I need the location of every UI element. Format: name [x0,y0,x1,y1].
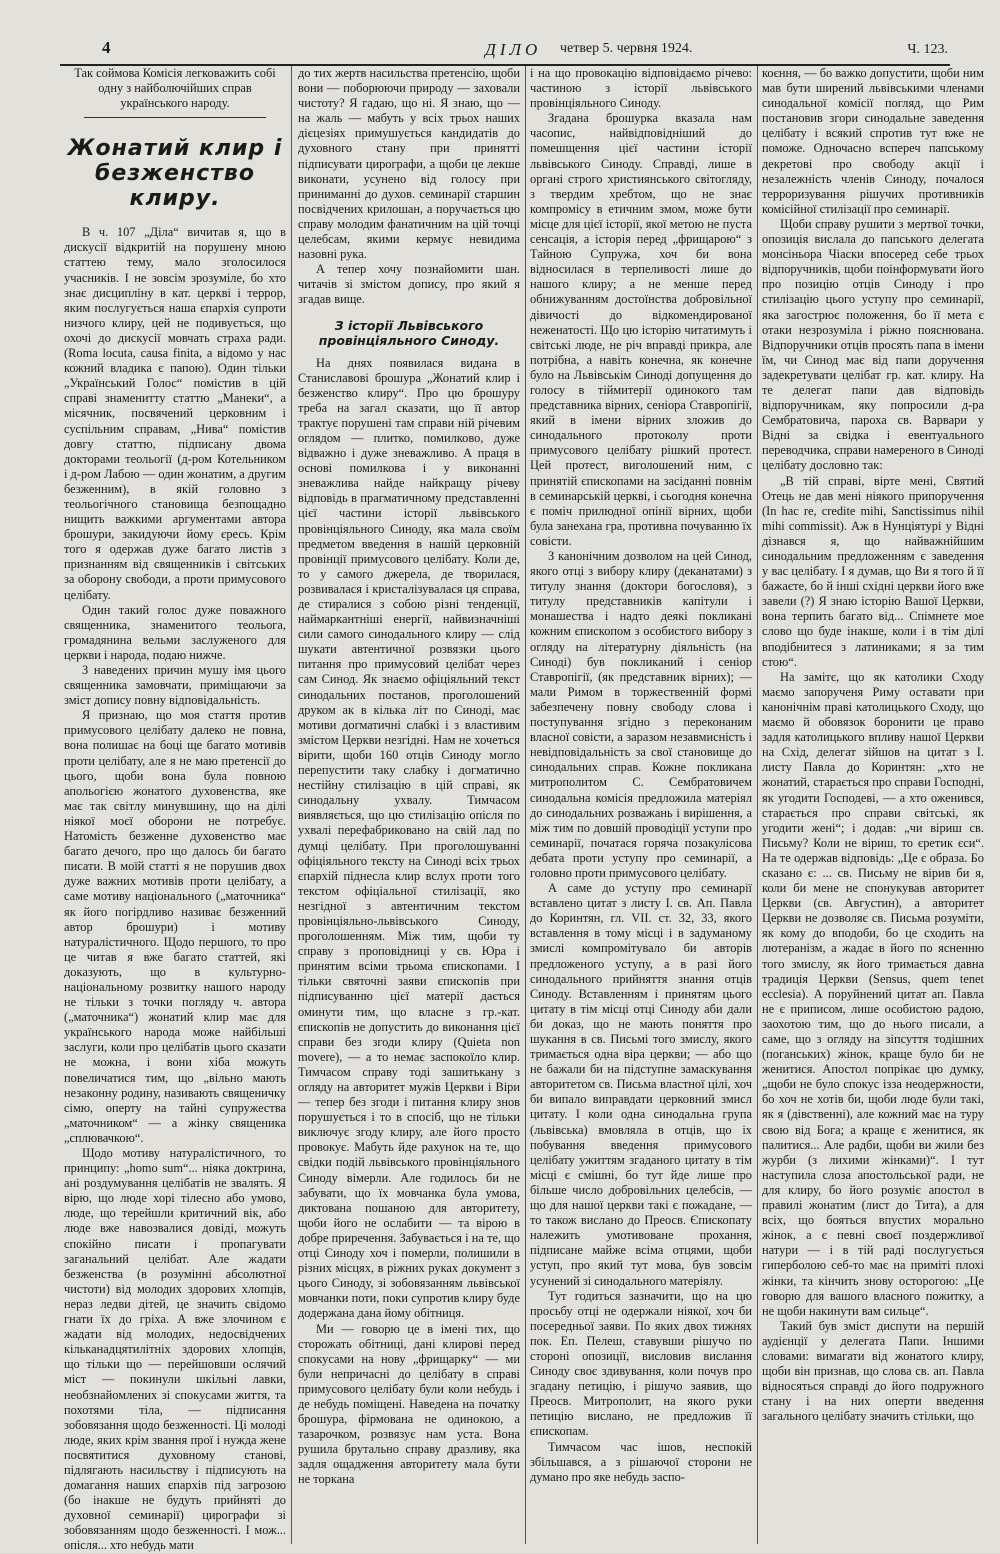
paragraph: Щодо мотиву натуралістичного, то принципу: „homo sum“... ніяка доктрина, ані роздумування целібатів не звалять. Я вірю, що люде хорі тілесно або умово, люде, що терейшли критичний вік, або люде вже навозвалися довіді, можуть спокійно писати і пропагувати заганальний целібат. Але жадати безженства (в розумінні абсолютної чистоти) від молодих здорових хлопців, нераз ледви дітей, це значить свідомо гнати їх до гріха. А вже злочином є жадати від молодих, недосвідчених кільканадцятилітніх здорових хлопців, що тільки що — перейшовши ослячий міст — покинули шкільні лавки, необзнайомлених зі спокусами життя, та похотями тіла, — підписання зобовязання щодо безженності. Ці молоді люде, яких крім звання прої і нужда жене посвятитися духовному станові, підлягають насильству і підписують на домагання наших єпархів під загрозою (бо інакше не будуть прийняті до духовної семинарії) цирографи зі зобовязанням щодо безженності. І мож... опісля... хто небудь мати [64,1146,286,1553]
divider-rule [84,117,266,118]
paragraph: А тепер хочу познайомити шан. читачів зі змістом допису, про який я згадав вище. [298,262,520,307]
column-4 [762,66,984,1544]
paragraph: А саме до уступу про семинарії вставлено цитат з листу І. св. Ап. Павла до Коринтян, гл. VII. ст. 32, 33, якого вставлення в тому місці і в задуманому змислі компромітувало би авторів предложеного уступу, а в разі його синодального прийняття знання отців Синоду. Вставленням і принятям цього цитату в тім місці отці Синоду аби дали би доказ, що не мають поняття про шукання в св. Письмі того змислу, якого тримається одна віра церкви; — або що не бажали би на підступне замаскування авторитетом св. Письма властної цілі, хоч би випало виправдати церковний змисл цитату. І коли одна синодальна група (львівська) вмовляла в отців, що іх побування введення примусового целібату ужиттям згаданого цитату в тім місці є смішні, бо тут йде лише про більше число добровільних целебсів, — що для нашої церкви такі є пожадане, — то також вислано до Преосв. Єпископату належить умотивоване прохання, підписане майже всіма отцями, щоби уступ, про який тут мова, був зовсім усунений зі синодального матеріялу. [530,881,752,1288]
page-header [60,38,950,66]
quote-paragraph: „В тій справі, вірте мені, Святий Отець не дав мені ніякого припоручення (In hac re, credite mihi, Sanctissimus nihil mihi commissit). Аж в Нунціятурі у Відні дізнався я, що найважнійшим синодальним предложенням є заведення у вас целібату. І я думав, що Ви я того й її бажаєте, бо й інші східні церкви його вже завели (?) Я знаю історію Вашої Церкви, вона терпить багато від... Спімнете мое слово що буде інакше, коли і в тім ділі вподібнитеся з латиниками; я за тим стою“. [762,473,984,669]
paragraph: Один такий голос дуже поважного священника, знаменитого теольога, громадянина вельми заслуженого для церкви і народа, подаю нижче. [64,602,286,662]
paragraph: На днях появилася видана в Станиславові брошура „Жонатий клир і безженство клиру“. Про цю брошуру треба на загал сказати, що її автор трактує порушені там справи ній річевим оглядом — плитко, помилково, дуже відважно і дуже зневажливо. А праця в основі помилкова і у виконанні зневажлива найде найкращу річеву відповідь в прагматичному представленні цієї частини історії львівського провінціяльного Синоду, яка мала своїм предметом введення в нашій церковній провінції примусового целібату. Коли де, то у самого джерела, де творилася, розвивалася і кристалізувалася ця справа, де стиралися з собою різні тенденції, наймаркантніші енергії, найвизначніші сили самого синодального клиру — слід шукати автентичної розвязки цього питання про примусовий целібат через сам Синод. Як знаємо офіціяльний текст синодальних постанов, проголошений друком ак в кілька літ по Синоді, має мотиви догматичні слабкі і з властивим змістом Церкви незгідні. Нам не хочеться вірити, щоби 160 отців Синоду могло перепустити таку слабку і догматично нестійну стилізацію в цій справі, як синодальну ухвалу. Тимчасом виявляється, що цю стилізацію опісля по ухвалі перефабриковано на свій лад по думці целібату. При проголошуванні офіціяльного тексту на Синоді всіх трьох єпархій піднесла клир вслух проти того текстом офіціальної стилізації, яко незгідної з автентичним текстом провінціяльно-львівського Синоду, проголошенням. Між тим, щоби ту справу з проповідниці у св. Юра і принятим всіми трьома єпископами. І тільки святочні заяви єпископів при підписуванню цієї матерії дається оминути тим, що власне з гр.-кат. єпископів не допустить до виконання цієї справи без згоди клиру (Quieta non movere), — а то немає заспокоїло клир. Тимчасом справу тоді зашитькану з огляду на авторитет мужів Церкви і Віри — тепер без згоди і питання клиру знов порушується і то в спосіб, що не тільки виключує згоду клиру, але його просто провокує. Мабуть йде рахунок на те, що свідки подій львівського провінціяльного Синоду вімерли. Але годилось би не забувати, що їх мовчанка була умова, диктована пошаною для авторитету, щоби його не ослабити — та вірою в добре приречення. Забувається і на те, що отці Синоду хоч і померли, полишили в різних місцях, в ріжних руках документ з цього Синоду, зі зобовязанням львівської мовчанки поти, поки супротив клиру буде додержана дана йому обітниця. [298,355,520,1321]
column-3 [530,66,752,1544]
paragraph: Я признаю, що моя стаття против примусового целібату далеко не повна, вона полишає на боці ще багато мотивів проти целібату, але я не маю претенсії до цього, щоби вона була повною апольогією жонатого духовенства, яке має так світлу минувшину, що на ділі ніякої моєї оборони не потребує. Натомість безженне духовенство має багато дечого, про що далось би багато писати. В моїй статті я не порушив двох дуже важних мотивів проти целібату, а саме мотиву національного („маточника“ як його погірдливо називає безженний автор брошури) і мотиву натуралістичного. Щодо першого, то про це читав я вже багато статтей, які доказують, що в культурно-національному розвитку нашого народу не тільки з точки погляду ч. автора („маточника“) жонатий клир має для українського народа може найбільші заслуги, коли про целібатів цього сказати не можна, і вони хіба можуть повеличатися тим, що „вільно мають незаконну родину, називають священичку сімю, оперту на тайні супружества „маточником“ — а жінку священика „сплювачкою“. [64,708,286,1145]
column-1 [64,66,286,1553]
paragraph: Згадана брошурка вказала нам часопис, найвідповідніший до помешщення цієї частини історії львівського Синоду. Справді, лише в органі строго християнського світогляду, з твердим хребтом, що не знає компромісу в етичним змом, може бути місце для цієї історії, якої метою не пуста сенсація, а історія перед „фрищарою“ з Тайною Супружа, хоч би вона відносилася в терпеливості лише до нашого клиру; а не менше перед обнижуванням достоїнства добровільної дівичості до відкомендированої неженатості. Що цю історію читатимуть і світські люде, не річ вправді прикра, але потрібна, а навіть конечна, як конечне було на Львівськім Синоді допущення до голосу в тіймитерії одинокого там представника вірних, сеніора Ставропігії, який в імени вірних зложив до синодального протоколу проти примусового целібату рішкий протест. Цей протест, виголошений ним, с принятій єпископами на засіданні повнім в семинарській церкві, і сьогодня конечна є поміч прилюдної опінії вірних, щоби була занехана гра, противна почуванню їх совісти. [530,111,752,548]
paragraph: до тих жертв насильства претенсію, щоби вони — поборюючи природу — заховали чистоту? Я гадаю, що ні. Я знаю, що — на жаль — мабуть у всіх трьох наших дієцезіях примушується кандидатів до духовного стану при принятті підписувати цирографи, а щоби це лекше виконати, усунено від голосу при приниманні до духов. семинарії старшин посвідчених крилошан, а поручається цю справу молодим фанатичним на цій точці целебсам, якими кермує невидима назовні рука. [298,66,520,262]
newspaper-name: ДІЛО [485,40,542,59]
column-divider [525,66,526,1544]
paragraph: Тимчасом час ішов, неспокій збільшався, а з рішаючої сторони не думано про яке небудь заспо- [530,1439,752,1484]
paragraph: В ч. 107 „Діла“ вичитав я, що в дискусії відкритій на порушену мною статтею тему, мало зголосилося учасників. І не зовсім зрозуміле, бо хто знає дисципліну в кат. церкві і террор, яким послугується наша єпархія супроти низчого клиру, цей не подивується, що охочі до дискусії мовчать страха ради. (Roma locuta, causa finita, а відомо у нас кожний владика є папою). Один тільки „Український Голос“ помістив в цій справі знаменитту статтю „Манеки“, а місячник, посвячений церковним і суспільним справам, „Нива“ помістив довгу статтю, підписану двома докторами теольогії (д-ром Котельником і д-ром Лабою — один жонатим, а другим безженним), в якій головно з теольогічного становища безпощадно нищить важкими аргументами автора брошури, закидуючи йому єресь. Крім того я одержав дуже багато листів з признанням від священників і світських за оборону свободи, а проти примусового целібату. [64,225,286,602]
column-2 [298,66,520,1544]
paragraph: Тут годиться зазначити, що на цю просьбу отці не одержали ніякої, хоч би посередньої заяви. По яких двох тижнях пок. Еп. Пелеш, ставувши рішучо по стороні опозиції, висловив вислання Синоду своє здивування, коли почув про згадану петицію, і рішучо заявив, що Преосв. Митрополит, на якого руки петицію вислано, не предложив її єпископам. [530,1288,752,1439]
section-subtitle: З історії Львівського провінціяльного Синоду. [318,317,500,348]
article-title: Жонатий клир і безженство клиру. [67,136,283,212]
paragraph: З наведених причин мушу імя цього священника замовчати, приміщаючи за зміст допису повну відповідальність. [64,663,286,708]
paragraph: коєння, — бо важко допустити, щоби ним мав бути ширений львівськими членами синодальної комісії погляд, що Рим постановив згори синодальне заведення целібату і всякий спротив тут вже не поможе. Одночасно вспереч папському декретові про свободу акції і незалежність членів Синоду, почалося терроризування рішучих противників комісійної стилізації про семинарії. [762,66,984,216]
issue-date: четвер 5. червня 1924. [560,41,693,56]
paragraph: Щоби справу рушити з мертвої точки, опозиція вислала до папського делегата монсіньора Чіаски впоcеред себе трьох відпоручників, щоби поінформувати його про позицію отців Синоду і про стилізацію цього уступу про семинарії, яка загострює положення, бо її мета є отаки незрозуміла і ріжно пояснювана. Відпоручники отців просять папа в імени їм, чи Синод має від папи доручення задекретувати целібат гр. кат. клиру. На те делегат папи дав відповідь відпоручникам, яку попросили д-ра Сембратовича, пароха св. Варвари у Відні за свідка і евентуального переводчика, справи намереного в Синоді целібату дословно так: [762,216,984,473]
page-number: 4 [102,38,111,57]
issue-number: Ч. 123. [907,42,948,57]
column-divider [291,66,292,1544]
paragraph: З канонічним дозволом на цей Синод, якого отці з вибору клиру (деканатами) з титулу знання (доктори богословя), з титулу представників капітули і монашества і надто деякі покликані кожним єпископом з особистого вибору з огляду на літературну діяльність (на Синоді) був покликаний і сеніор Ставропігії, (як представник вірних); — мали Римом в торжественній формі забезпечену повну свободу слова і поступування згідно з переконаним власної совісти, а заразом незавмисність і невідповідальність за свої становище до синодальних справ. Кожне покликана митрополитом С. Сембратовичем синодальна комісія предложила матеріял до синодальних розважань і вирішення, а між тим по довшій проводіції уступи про семинарії, початася горяча позакулісова дебата проти уступу про семинарії, а головно проти примусового целібату. [530,549,752,880]
column-divider [757,66,758,1544]
paragraph: Такий був зміст диспути на першій аудієнції у делегата Папи. Іншими словами: вимагати від жонатого клиру, щоби він признав, що слова св. ап. Павла відносяться справді до його подружного стану і на них оперти введення загального целібату значить стільки, що [762,1318,984,1424]
paragraph: і на що провокацію відповідаємо річево: частиною з історії львівського провінціяльного Синоду. [530,66,752,111]
lead-text: Так соймова Комісія легковажить собі одну з найболючійших справ українського народу. [74,66,276,111]
paragraph: Ми — говорю це в імені тих, що сторожать обітниці, дані клирові перед спокусами на нову „фрищарку“ — ми були непричасні до целібату в справі примусового целібату були коли небудь і де небудь поміщені. Наведена на початку брошура, фірмована не одинокою, а тазарочком, розвязує нам уста. Вона рушила брутально справу дразливу, яка задля ощадження авторитету мала бути не торкана [298,1321,520,1487]
paragraph: На замітє, що як католики Сходу маємо запорученя Риму оставати при канонічнім праві католицького Сходу, що маємо й обовязок боронити це право задля католицького впливу нашої Церкви на Схід, делегат зійшов на цитат з І. листу Павла до Коринтян: „хто не жонатий, старається про справи Господні, як угодити Господеві, — а хто оженився, старається про справи світські, як угодити жені“; і додав: „чи віриш св. Письму? Коли не віриш, то єретик єси“. На те одержав відповідь: „Це є образа. Бо сказано є: ... св. Письму не вірив би я, коли би мене не спонукував авторитет Церкви (св. Августин), а авторитет Церкви не дозволяє св. Письма розуміти, як кому до вподоби, бо це сходить на лютеранізм, а жадає в його по ясненню того змислу, як його тримається давна традиція Церкви (Sensus, quem tenet ecclesia). А поруйнений цитат ап. Павла не є приписом, лише особистою радою, заохотою тим, що до нього писали, а саме, що з огляду на зіпсуття тодішних (поганських) жінок, краще було би не женитися. Апостол попрікає цю думку, „щоби не було спокус ізза неодержности, бо хоч не хотів би, щоби люде були такі, як я (дівственні), але кожний має на туру свою від Бога; а краще є женитися, як палитися... Але радби, щоби ви жили без журби (з лихими жінками)“. І тут наступила слоза апостольської ради, не для клиру, бо його розуміє апостол в правилі жонатим (лист до Тита), а для всіх, що бояться впустих морально жінок, а є певні своєї поздержливої натури — і в тій раді послугується гиперболою себ-то має на приміті плохі жінки, та кінчить знову осторогою: „Це говорю для вашого власного пожитку, а не щоби накинути вам сильце“. [762,669,984,1318]
